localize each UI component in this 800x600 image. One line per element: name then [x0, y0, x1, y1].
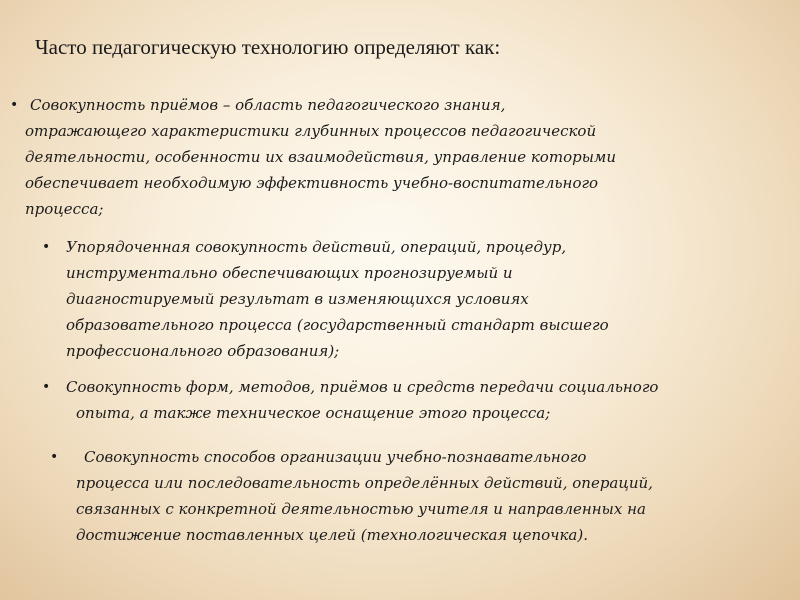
item-line: процесса; [25, 200, 104, 218]
item-line: связанных с конкретной деятельностью учителя и направленных на [76, 500, 646, 518]
item-line: Совокупность приёмов – область педагогического знания, [30, 96, 506, 114]
item-line: обеспечивает необходимую эффективность учебно-воспитательного [25, 174, 599, 192]
item-line: Совокупность способов организации учебно-познавательного [84, 448, 587, 466]
item-line: инструментально обеспечивающих прогнозируемый и [66, 264, 513, 282]
item-line: отражающего характеристики глубинных процессов педагогической [25, 122, 597, 140]
item-line: Упорядоченная совокупность действий, операций, процедур, [66, 238, 567, 256]
item-line: образовательного процесса (государственный стандарт высшего [66, 316, 609, 334]
item-line: диагностируемый результат в изменяющихся условиях [66, 290, 529, 308]
bullet-icon: • [50, 449, 59, 465]
item-line: процесса или последовательность определённых действий, операций, [76, 474, 653, 492]
item-line: профессионального образования); [66, 342, 340, 360]
definition-item-2 [0, 234, 609, 364]
bullet-icon: • [10, 97, 19, 113]
slide-title: Часто педагогическую технологию определяют как: [35, 35, 501, 59]
item-line: деятельности, особенности их взаимодействия, управление которыми [25, 148, 617, 166]
definition-item-3 [0, 374, 658, 426]
bullet-icon: • [42, 239, 51, 255]
bullet-icon: • [42, 379, 51, 395]
item-line: достижение поставленных целей (технологическая цепочка). [76, 526, 588, 544]
item-line: опыта, а также техническое оснащение этого процесса; [76, 404, 551, 422]
item-line: Совокупность форм, методов, приёмов и средств передачи социального [66, 378, 659, 396]
definition-item-1 [0, 92, 616, 222]
definition-item-4 [0, 444, 653, 548]
